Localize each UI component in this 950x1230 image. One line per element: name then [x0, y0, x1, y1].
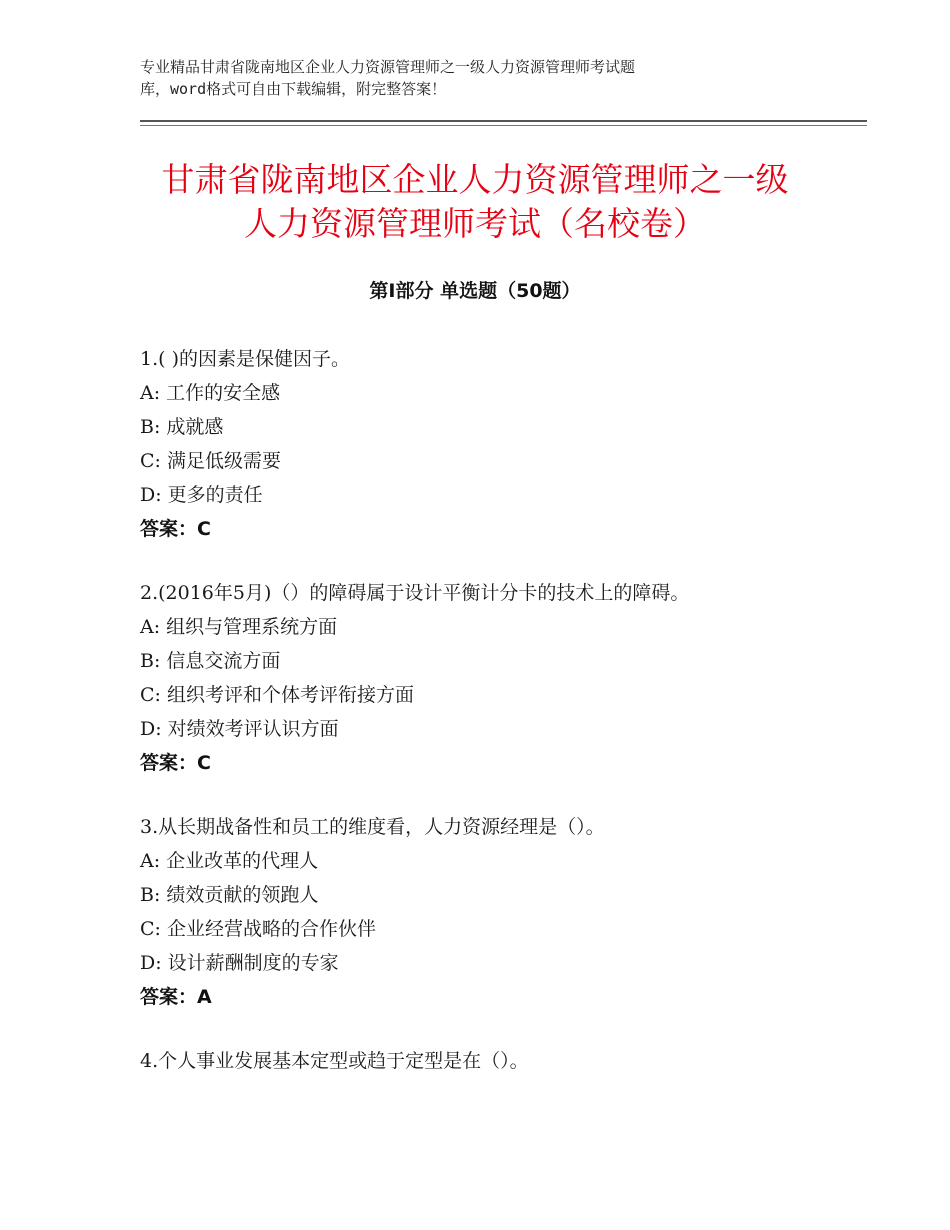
header-divider-thin: [140, 125, 867, 126]
option-b: B: 绩效贡献的领跑人: [140, 884, 319, 906]
answer: 答案：A: [140, 986, 212, 1008]
option-c: C: 满足低级需要: [140, 450, 281, 472]
question-stem: 1.( )的因素是保健因子。: [140, 348, 350, 370]
document-title-line-1: 甘肃省陇南地区企业人力资源管理师之一级: [161, 160, 789, 199]
option-c: C: 企业经营战略的合作伙伴: [140, 918, 376, 940]
question-4: [140, 1044, 840, 1078]
question-stem: 3.从长期战备性和员工的维度看，人力资源经理是（）。: [140, 816, 605, 838]
question-stem: 2.(2016年5月)（）的障碍属于设计平衡计分卡的技术上的障碍。: [140, 582, 690, 604]
option-d: D: 更多的责任: [140, 484, 263, 506]
option-a: A: 企业改革的代理人: [140, 850, 319, 872]
question-stem: 4.个人事业发展基本定型或趋于定型是在（）。: [140, 1050, 529, 1072]
answer: 答案：C: [140, 752, 211, 774]
option-d: D: 对绩效考评认识方面: [140, 718, 339, 740]
option-c: C: 组织考评和个体考评衔接方面: [140, 684, 414, 706]
option-a: A: 组织与管理系统方面: [140, 616, 338, 638]
section-title: 第Ⅰ部分 单选题（50题）: [369, 280, 581, 302]
option-a: A: 工作的安全感: [140, 382, 281, 404]
header-divider-thick: [140, 120, 867, 122]
question-list: [140, 342, 840, 1108]
option-b: B: 信息交流方面: [140, 650, 281, 672]
header-note-line-2: 库，word格式可自由下载编辑，附完整答案！: [140, 80, 447, 98]
header-note: [140, 56, 790, 100]
option-b: B: 成就感: [140, 416, 224, 438]
answer: 答案：C: [140, 518, 211, 540]
question-3: [140, 810, 840, 1014]
question-1: [140, 342, 840, 546]
question-2: [140, 576, 840, 780]
document-title: [100, 158, 850, 246]
document-title-line-2: 人力资源管理师考试（名校卷）: [244, 204, 706, 243]
header-note-line-1: 专业精品甘肃省陇南地区企业人力资源管理师之一级人力资源管理师考试题: [140, 58, 636, 76]
option-d: D: 设计薪酬制度的专家: [140, 952, 339, 974]
